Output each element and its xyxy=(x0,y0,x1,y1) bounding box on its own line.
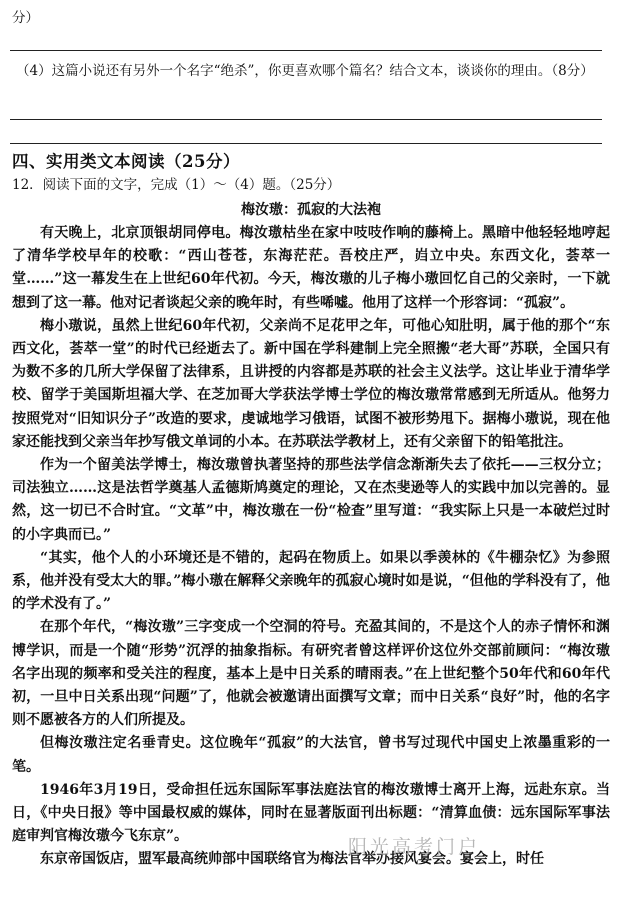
watermark: 阳光高考门户 xyxy=(348,836,481,858)
paragraph-5: 在那个年代，“梅汝璈”三字变成一个空洞的符号。充盈其间的，不是这个人的赤子情怀和渊博学识，而是一个随“形势”沉浮的抽象指标。有研究者曾这样评价这位外交部前顾问：“梅汝璈名字出现的频率和受关注的程度，基本上是中日关系的晴雨表。”在上世纪整个50年代和60年代初，一旦中日关系出现“问题”了，他就会被邀请出面撰写文章；而中日关系“良好”时，他的名字则不愿被各方的人们所提及。 xyxy=(12,619,610,729)
paragraph-8: 东京帝国饭店，盟军最高统帅部中国联络官为梅法官举办接风宴会。宴会上，时任 xyxy=(40,851,544,868)
question-4: （4）这篇小说还有另外一个名字“绝杀”，你更喜欢哪个篇名？结合文本，谈谈你的理由。（8分） xyxy=(16,63,594,79)
question-12-instruction: 12．阅读下面的文字，完成（1）～（4）题。（25分） xyxy=(12,177,341,193)
article-body xyxy=(12,222,610,872)
previous-question-fragment: 分） xyxy=(12,10,39,26)
paragraph-7: 1946年3月19日，受命担任远东国际军事法庭法官的梅汝璈博士离开上海，远赴东京。当日，《中央日报》等中国最权威的媒体，同时在显著版面刊出标题：“清算血债：远东国际军事法庭审判官梅汝璈今飞东京”。 xyxy=(12,781,610,845)
paragraph-1: 有天晚上，北京顶银胡同停电。梅汝璈枯坐在家中吱吱作响的藤椅上。黑暗中他轻轻地哼起了清华学校早年的校歌：“西山苍苍，东海茫茫。吾校庄严，岿立中央。东西文化，荟萃一堂……”这一幕发生在上世纪60年代初。今天，梅汝璈的儿子梅小璈回忆自己的父亲时，一下就想到了这一幕。他对记者谈起父亲的晚年时，有些唏嘘。他用了这样一个形容词：“孤寂”。 xyxy=(12,225,610,311)
paragraph-3: 作为一个留美法学博士，梅汝璈曾执著坚持的那些法学信念渐渐失去了依托——三权分立；司法独立……这是法哲学奠基人孟德斯鸠奠定的理论，又在杰斐逊等人的实践中加以完善的。显然，这一切已不合时宜。“文革”中，梅汝璈在一份“检查”里写道：“我实际上只是一本破烂过时的小字典而已。” xyxy=(12,457,610,543)
answer-line-1 xyxy=(10,50,602,51)
answer-line-3 xyxy=(10,143,602,144)
section-heading: 四、实用类文本阅读（25分） xyxy=(12,152,240,171)
paragraph-2: 梅小璈说，虽然上世纪60年代初，父亲尚不足花甲之年，可他心知肚明，属于他的那个“东西文化，荟萃一堂”的时代已经逝去了。新中国在学科建制上完全照搬“老大哥”苏联，全国只有为数不多的几所大学保留了法律系，且讲授的内容都是苏联的社会主义法学。这让毕业于清华学校、留学于美国斯坦福大学、在芝加哥大学获法学博士学位的梅汝璈常常感到无所适从。他努力按照党对“旧知识分子”改造的要求，虔诚地学习俄语，试图不被形势甩下。据梅小璈说，现在他家还能找到父亲当年抄写俄文单词的小本。在苏联法学教材上，还有父亲留下的铅笔批注。 xyxy=(12,317,610,450)
paragraph-6: 但梅汝璈注定名垂青史。这位晚年“孤寂”的大法官，曾书写过现代中国史上浓墨重彩的一笔。 xyxy=(12,735,610,775)
paragraph-4: “其实，他个人的小环境还是不错的，起码在物质上。如果以季羡林的《牛棚杂忆》为参照系，他并没有受太大的罪。”梅小璈在解释父亲晚年的孤寂心境时如是说，“但他的学科没有了，他的学术没有了。” xyxy=(12,549,610,613)
article-title: 梅汝璈：孤寂的大法袍 xyxy=(241,202,381,218)
answer-line-2 xyxy=(10,119,602,120)
